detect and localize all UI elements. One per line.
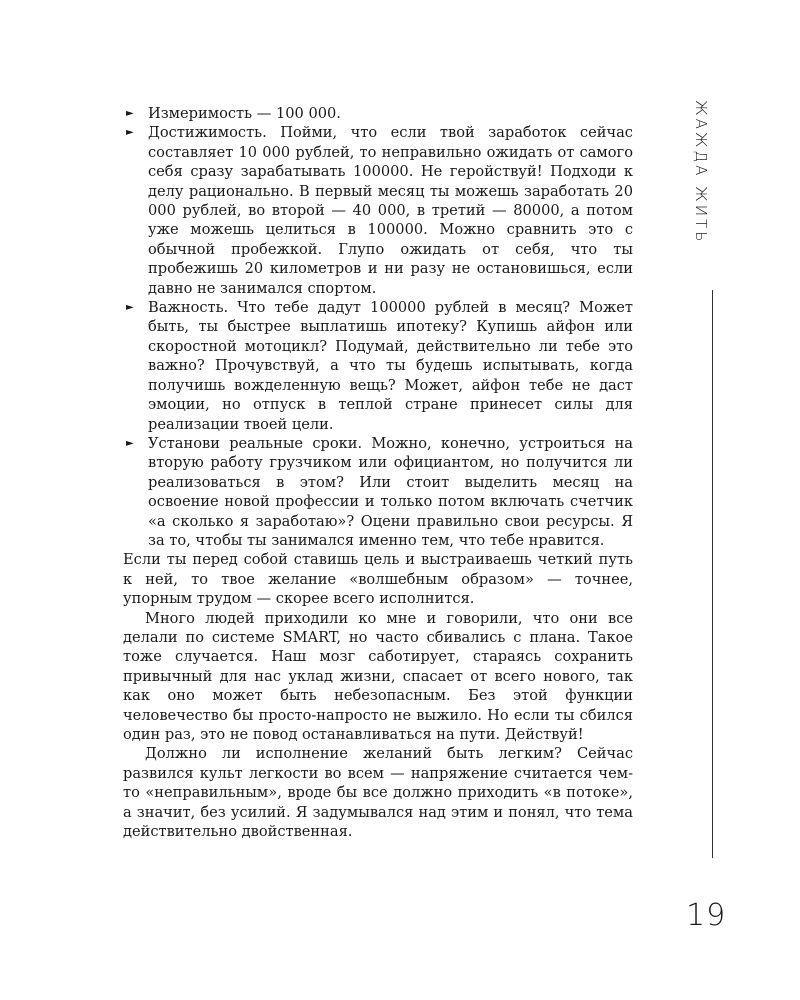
bullet-item-time-bound — [123, 434, 633, 550]
bullet-text: Достижимость. Пойми, что если твой заработок сейчас составляет 10 000 рублей, то неправильно ожидать от самого себя сразу зарабатывать 100000. Не геройствуй! Подходи к делу рационально. В первый месяц ты можешь заработать 20 000 рублей, во второй — 40 000, в третий — 80000, а потом уже можешь целиться в 100000. Можно сравнить это с обычной пробежкой. Глупо ожидать от себя, что ты пробежишь 20 километров и ни разу не остановишься, если давно не занимался спортом. — [148, 124, 633, 297]
bullet-item-measurable — [123, 104, 633, 123]
bullet-marker-icon: ► — [126, 302, 134, 314]
bullet-marker-icon: ► — [126, 108, 134, 119]
bullet-text: Важность. Что тебе дадут 100000 рублей в месяц? Может быть, ты быстрее выплатишь ипотеку? Купишь айфон или скоростной мотоцикл? Подумай, действительно ли тебе это важно? Прочувствуй, а что ты будешь испытывать, когда получишь вожделенную вещь? Может, айфон тебе не даст эмоции, но отпуск в теплой стране принесет силы для реализации твоей цели. — [148, 299, 633, 433]
page-body — [123, 104, 633, 841]
paragraph-ease: Должно ли исполнение желаний быть легким? Сейчас развился культ легкости во всем — напряжение считается чем-то «неправильным», вроде бы все должно приходить «в потоке», а значит, без усилий. Я задумывался над этим и понял, что тема действительно двойственная. — [123, 745, 633, 841]
bullet-text: Установи реальные сроки. Можно, конечно, устроиться на вторую работу грузчиком или официантом, но получится ли реализоваться в этом? Или стоит выделить месяц на освоение новой профессии и только потом включать счетчик «а сколько я заработаю»? Оцени правильно свои ресурсы. Я за то, чтобы ты занимался именно тем, что тебе нравится. — [148, 434, 633, 549]
bullet-item-relevant — [123, 298, 633, 434]
bullet-item-achievable — [123, 123, 633, 298]
paragraph-smart-system: Много людей приходили ко мне и говорили, что они все делали по системе SMART, но часто сбивались с плана. Такое тоже случается. Наш мозг саботирует, стараясь сохранить привычный для нас уклад жизни, спасает от всего нового, так как оно может быть небезопасным. Без этой функции человечество бы просто-напросто не выжило. Но если ты сбился один раз, это не повод останавливаться на пути. Действуй! — [123, 609, 633, 743]
bullet-marker-icon: ► — [126, 127, 134, 139]
bullet-list — [123, 104, 633, 550]
bullet-marker-icon: ► — [126, 437, 134, 449]
side-divider — [712, 290, 713, 858]
bullet-text: Измеримость — 100 000. — [148, 105, 341, 122]
page-number: 19 — [686, 898, 727, 933]
running-header: ЖАЖДА ЖИТЬ — [692, 100, 710, 245]
paragraph-goal-path: Если ты перед собой ставишь цель и выстраиваешь четкий путь к ней, то твое желание «волшебным образом» — точнее, упорным трудом — скорее всего исполнится. — [123, 551, 633, 608]
